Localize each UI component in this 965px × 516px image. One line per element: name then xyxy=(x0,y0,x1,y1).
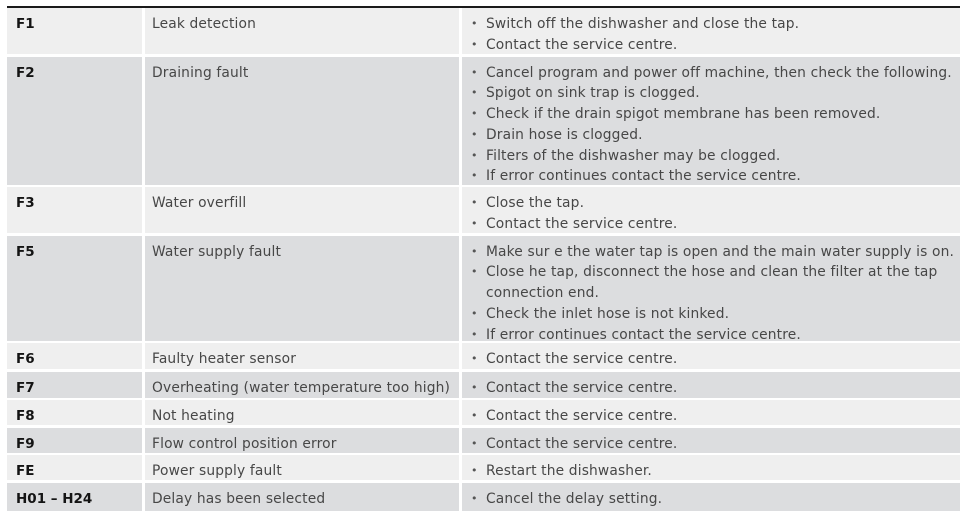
solution-item xyxy=(471,193,960,214)
bullet-icon: • xyxy=(471,37,478,51)
solution-text: Filters of the dishwasher may be clogged. xyxy=(486,147,781,164)
solution-text: Make sur e the water tap is open and the main water supply is on. xyxy=(486,243,955,260)
error-description: Water overfill xyxy=(145,187,459,233)
solution-item xyxy=(471,35,960,56)
table-row xyxy=(7,483,960,511)
solution-list xyxy=(471,14,960,56)
table-row xyxy=(7,236,960,341)
error-description: Not heating xyxy=(145,400,459,425)
error-description: Overheating (water temperature too high) xyxy=(145,372,459,398)
solution-list xyxy=(471,461,960,482)
error-description: Water supply fault xyxy=(145,236,459,341)
table-row xyxy=(7,187,960,233)
bullet-icon: • xyxy=(471,196,478,209)
solution-item xyxy=(471,83,960,104)
solution-text: Spigot on sink trap is clogged. xyxy=(486,85,700,102)
bullet-icon: • xyxy=(471,352,478,365)
solution-item xyxy=(471,489,960,510)
table-row xyxy=(7,8,960,54)
solution-text: Contact the service centre. xyxy=(486,435,678,452)
error-description: Draining fault xyxy=(145,57,459,185)
bullet-icon: • xyxy=(471,169,478,183)
solution-text: Cancel program and power off machine, then check the following. xyxy=(486,64,952,81)
solution-item xyxy=(471,104,960,125)
error-code: F1 xyxy=(7,8,142,54)
bullet-icon: • xyxy=(471,148,478,162)
error-code: F7 xyxy=(7,372,142,398)
bullet-icon: • xyxy=(471,380,478,394)
solution-cell xyxy=(462,57,960,185)
error-description: Flow control position error xyxy=(145,428,459,453)
table-row xyxy=(7,372,960,398)
solution-text: If error continues contact the service centre. xyxy=(486,168,801,185)
solution-cell xyxy=(462,187,960,233)
solution-cell xyxy=(462,372,960,398)
table-row xyxy=(7,343,960,369)
solution-cell xyxy=(462,483,960,511)
solution-item xyxy=(471,349,960,370)
error-code: F3 xyxy=(7,187,142,233)
solution-list xyxy=(471,63,960,188)
solution-cell xyxy=(462,400,960,425)
bullet-icon: • xyxy=(471,327,478,341)
solution-item xyxy=(471,406,960,427)
error-code: F6 xyxy=(7,343,142,369)
solution-text: Contact the service centre. xyxy=(486,379,678,396)
table-row xyxy=(7,57,960,185)
bullet-icon: • xyxy=(471,86,478,100)
solution-item xyxy=(471,304,960,325)
solution-item xyxy=(471,242,960,263)
solution-item xyxy=(471,63,960,84)
table-row xyxy=(7,455,960,480)
bullet-icon: • xyxy=(471,265,478,279)
table-row xyxy=(7,400,960,425)
error-code: F9 xyxy=(7,428,142,453)
error-description: Leak detection xyxy=(145,8,459,54)
bullet-icon: • xyxy=(471,216,478,230)
solution-text: Restart the dishwasher. xyxy=(486,463,652,479)
bullet-icon: • xyxy=(471,491,478,505)
solution-cell xyxy=(462,455,960,480)
solution-text: Close he tap, disconnect the hose and clean the filter at the tap connection end. xyxy=(486,264,938,302)
solution-text: Contact the service centre. xyxy=(486,36,678,53)
solution-item xyxy=(471,378,960,399)
bullet-icon: • xyxy=(471,409,478,422)
solution-list xyxy=(471,193,960,235)
bullet-icon: • xyxy=(471,107,478,121)
table-row xyxy=(7,428,960,453)
solution-list xyxy=(471,242,960,346)
bullet-icon: • xyxy=(471,244,478,258)
error-description: Power supply fault xyxy=(145,455,459,480)
error-code: H01 – H24 xyxy=(7,483,142,511)
solution-text: Contact the service centre. xyxy=(486,408,678,424)
error-code-table xyxy=(7,8,960,513)
solution-item xyxy=(471,125,960,146)
solution-text: Check if the drain spigot membrane has been removed. xyxy=(486,106,881,123)
error-code: F8 xyxy=(7,400,142,425)
solution-text: Contact the service centre. xyxy=(486,351,678,367)
error-code: F5 xyxy=(7,236,142,341)
error-code: FE xyxy=(7,455,142,480)
solution-item xyxy=(471,166,960,187)
solution-text: Contact the service centre. xyxy=(486,215,678,232)
solution-text: Check the inlet hose is not kinked. xyxy=(486,305,730,322)
solution-list xyxy=(471,378,960,399)
solution-item xyxy=(471,262,960,304)
solution-list xyxy=(471,489,960,510)
bullet-icon: • xyxy=(471,65,478,79)
bullet-icon: • xyxy=(471,436,478,450)
bullet-icon: • xyxy=(471,17,478,30)
solution-text: If error continues contact the service centre. xyxy=(486,326,801,343)
solution-cell xyxy=(462,236,960,341)
solution-cell xyxy=(462,343,960,369)
solution-item xyxy=(471,461,960,482)
solution-text: Close the tap. xyxy=(486,195,585,211)
bullet-icon: • xyxy=(471,127,478,141)
solution-item xyxy=(471,214,960,235)
solution-text: Switch off the dishwasher and close the tap. xyxy=(486,16,800,32)
error-description: Faulty heater sensor xyxy=(145,343,459,369)
solution-item xyxy=(471,14,960,35)
solution-item xyxy=(471,146,960,167)
error-code: F2 xyxy=(7,57,142,185)
bullet-icon: • xyxy=(471,464,478,477)
solution-text: Drain hose is clogged. xyxy=(486,126,643,143)
solution-list xyxy=(471,349,960,370)
solution-item xyxy=(471,434,960,455)
solution-text: Cancel the delay setting. xyxy=(486,490,663,507)
solution-list xyxy=(471,434,960,455)
error-description: Delay has been selected xyxy=(145,483,459,511)
solution-cell xyxy=(462,428,960,453)
bullet-icon: • xyxy=(471,306,478,320)
solution-cell xyxy=(462,8,960,54)
solution-list xyxy=(471,406,960,427)
